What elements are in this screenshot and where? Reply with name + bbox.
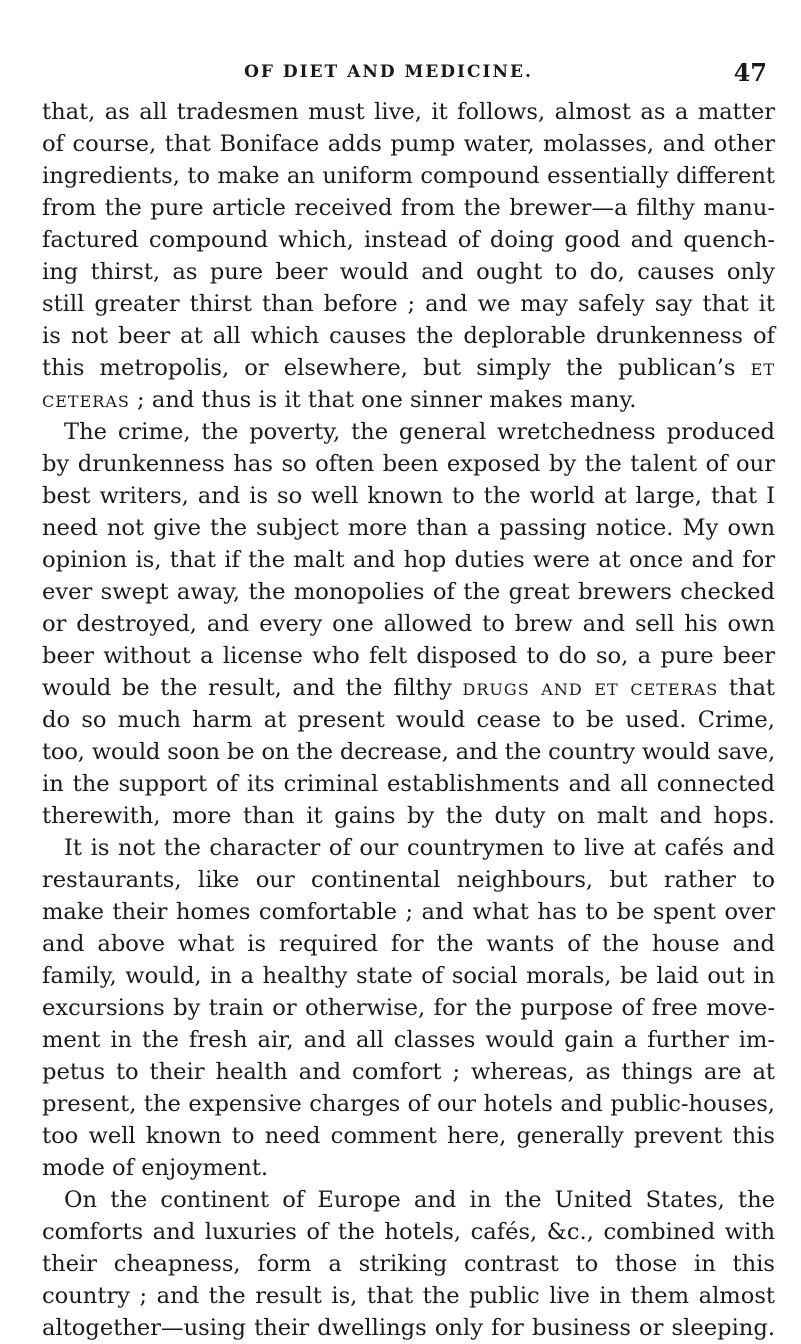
text-span: of course, that Boniface adds pump water, molasses, and other	[42, 131, 775, 157]
text-line	[42, 352, 775, 384]
body-text	[42, 96, 775, 1344]
text-line	[42, 736, 775, 768]
text-span: ingredients, to make an uniform compound essentially different	[42, 163, 775, 189]
text-span: from the pure article received from the brewer—a filthy manu-	[42, 195, 775, 221]
text-line	[42, 896, 775, 928]
text-span: excursions by train or otherwise, for the purpose of free move-	[42, 995, 775, 1021]
text-span: It is not the character of our countrymen to live at cafés and	[64, 835, 775, 861]
text-line	[42, 800, 775, 832]
text-line	[42, 320, 775, 352]
text-line	[42, 1312, 775, 1344]
text-span: too, would soon be on the decrease, and the country would save,	[42, 739, 775, 765]
page-number: 47	[733, 58, 767, 87]
text-span: present, the expensive charges of our hotels and public-houses,	[42, 1091, 775, 1117]
text-line	[42, 384, 775, 416]
text-line	[42, 1280, 775, 1312]
text-span: still greater thirst than before ; and we may safely say that it	[42, 291, 775, 317]
text-line	[42, 480, 775, 512]
text-span: factured compound which, instead of doing good and quench-	[42, 227, 775, 253]
text-span: that	[718, 675, 776, 701]
text-line	[42, 960, 775, 992]
text-line	[42, 992, 775, 1024]
text-line	[42, 416, 775, 448]
text-line	[42, 288, 775, 320]
text-span: is not beer at all which causes the deplorable drunkenness of	[42, 323, 775, 349]
text-line	[42, 1184, 775, 1216]
text-span: in the support of its criminal establishments and all connected	[42, 771, 775, 797]
small-caps-text: ceteras	[42, 387, 130, 413]
small-caps-text: drugs and et ceteras	[462, 675, 719, 701]
text-span: their cheapness, form a striking contrast to those in this	[42, 1251, 776, 1277]
text-line	[42, 512, 775, 544]
text-line	[42, 448, 775, 480]
text-span: therewith, more than it gains by the duty on malt and hops.	[42, 803, 775, 829]
text-span: beer without a license who felt disposed to do so, a pure beer	[42, 643, 775, 669]
text-line	[42, 1120, 775, 1152]
text-span: and above what is required for the wants of the house and	[42, 931, 775, 957]
text-span: On the continent of Europe and in the United States, the	[64, 1187, 775, 1213]
text-span: by drunkenness has so often been exposed by the talent of our	[42, 451, 775, 477]
text-span: ; and thus is it that one sinner makes many.	[129, 387, 637, 413]
text-line	[42, 1248, 775, 1280]
text-line	[42, 544, 775, 576]
text-line	[42, 672, 775, 704]
text-line	[42, 608, 775, 640]
text-line	[42, 640, 775, 672]
text-span: family, would, in a healthy state of social morals, be laid out in	[42, 963, 775, 989]
text-span: too well known to need comment here, generally prevent this	[42, 1123, 775, 1149]
text-span: comforts and luxuries of the hotels, cafés, &c., combined with	[42, 1219, 775, 1245]
text-span: restaurants, like our continental neighbours, but rather to	[42, 867, 775, 893]
text-span: would be the result, and the filthy	[42, 675, 463, 701]
small-caps-text: et	[750, 355, 775, 381]
text-span: altogether—using their dwellings only for business or sleeping.	[42, 1315, 775, 1341]
text-line	[42, 768, 775, 800]
text-span: do so much harm at present would cease to be used. Crime,	[42, 707, 775, 733]
text-line	[42, 192, 775, 224]
text-span: or destroyed, and every one allowed to brew and sell his own	[42, 611, 775, 637]
text-line	[42, 864, 775, 896]
text-line	[42, 704, 775, 736]
text-span: The crime, the poverty, the general wretchedness produced	[64, 419, 775, 445]
text-span: ing thirst, as pure beer would and ought to do, causes only	[42, 259, 775, 285]
text-line	[42, 1216, 775, 1248]
text-line	[42, 224, 775, 256]
text-span: need not give the subject more than a passing notice. My own	[42, 515, 776, 541]
text-line	[42, 928, 775, 960]
text-span: petus to their health and comfort ; whereas, as things are at	[42, 1059, 775, 1085]
text-span: mode of enjoyment.	[42, 1155, 269, 1181]
text-span: this metropolis, or elsewhere, but simply the publican’s	[42, 355, 751, 381]
text-span: country ; and the result is, that the public live in them almost	[42, 1283, 775, 1309]
running-head	[42, 0, 775, 96]
text-span: ment in the fresh air, and all classes would gain a further im-	[42, 1027, 775, 1053]
running-title: OF DIET AND MEDICINE.	[244, 62, 533, 82]
text-line	[42, 576, 775, 608]
text-span: make their homes comfortable ; and what has to be spent over	[42, 899, 775, 925]
text-line	[42, 1024, 775, 1056]
text-line	[42, 160, 775, 192]
text-span: best writers, and is so well known to the world at large, that I	[42, 483, 775, 509]
text-line	[42, 1056, 775, 1088]
text-line	[42, 128, 775, 160]
text-span: opinion is, that if the malt and hop duties were at once and for	[42, 547, 775, 573]
text-span: ever swept away, the monopolies of the great brewers checked	[42, 579, 776, 605]
text-line	[42, 96, 775, 128]
text-line	[42, 256, 775, 288]
text-span: that, as all tradesmen must live, it follows, almost as a matter	[42, 99, 775, 125]
text-line	[42, 1152, 775, 1184]
text-line	[42, 832, 775, 864]
text-line	[42, 1088, 775, 1120]
